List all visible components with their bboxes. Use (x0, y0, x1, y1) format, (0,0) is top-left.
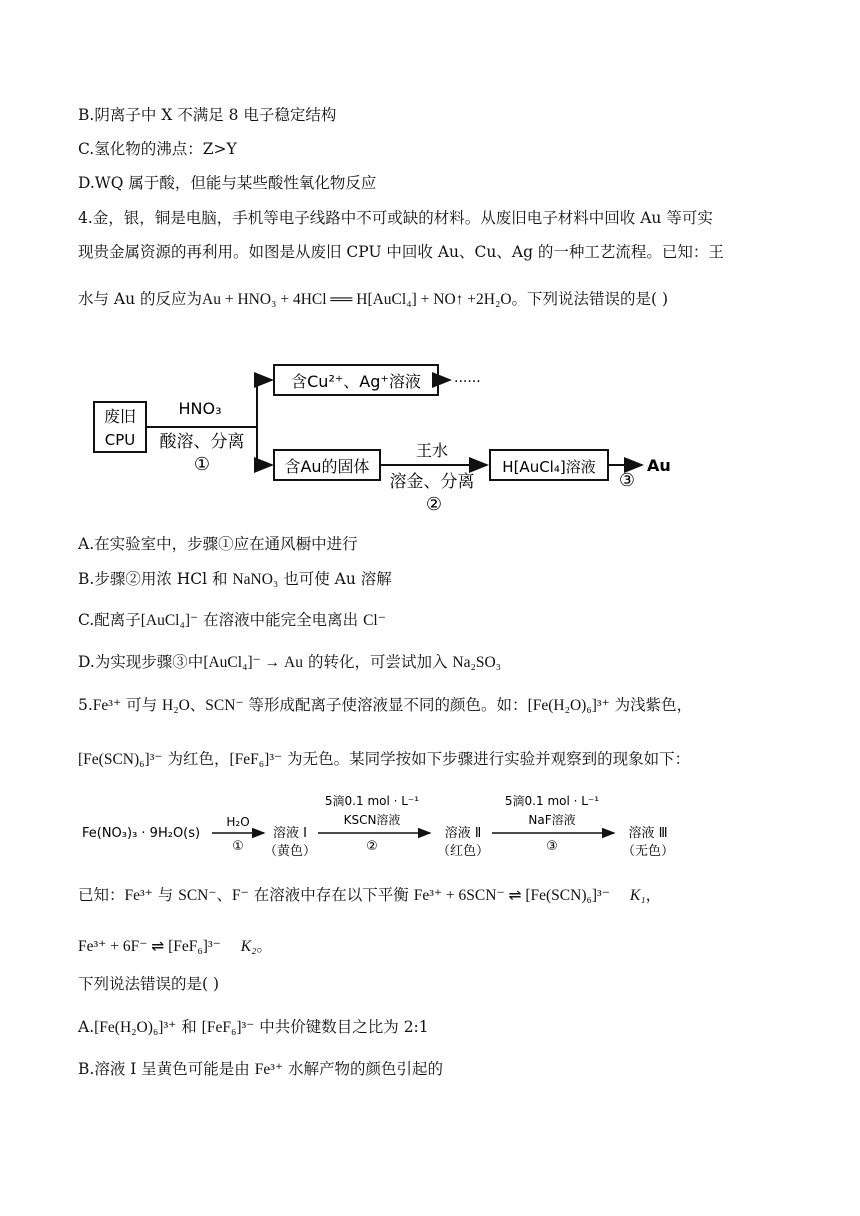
q5-known-pre: 已知： (78, 886, 125, 904)
q5-stem1-ligands: H₂O、SCN⁻ (162, 697, 244, 714)
flow5-c2: （红色） (436, 844, 490, 859)
flow5-n1: ① (232, 839, 244, 854)
q3-option-d: D.WQ 属于酸，但能与某些酸性氧化物反应 (78, 174, 377, 192)
flow5-s1: 溶液 Ⅰ (273, 826, 307, 841)
q5-stem-line2 (78, 748, 690, 771)
q3-option-c: C.氢化物的沸点：Z>Y (78, 140, 237, 158)
flow-step1-number: ① (193, 454, 211, 475)
q4-optd-ion: [AuCl₄]⁻ → Au (203, 654, 304, 671)
q4-stem-line1: 4.金，银，铜是电脑，手机等电子线路中不可或缺的材料。从废旧电子材料中回收 Au 等可实 (78, 209, 713, 227)
q4-optc-pre: C.配离子 (78, 611, 141, 629)
q4-optb-post: 也可使 Au 溶解 (278, 570, 392, 588)
flow5-r2b: KSCN溶液 (343, 813, 401, 827)
q4-optb-pre: B.步骤②用浓 HCl 和 (78, 570, 233, 588)
flow-lower-box-text: 含Au的固体 (284, 457, 370, 476)
q5-stem1-b: 可与 (121, 696, 162, 714)
flow-right-box-text: H[AuCl₄]溶液 (502, 458, 596, 476)
q5-optb-post: 水解产物的颜色引起的 (283, 1060, 444, 1078)
q5-k1: K₁ (629, 887, 646, 904)
q5-optb-fe: Fe³⁺ (254, 1061, 284, 1078)
q5-opta-post: 中共价键数目之比为 2:1 (254, 1018, 429, 1036)
flow5-r2a: 5滴0.1 mol · L⁻¹ (324, 794, 420, 808)
q5-option-b (78, 1058, 443, 1081)
flow-reagent-2: 王水 (415, 441, 449, 460)
q4-stem3-post: 。下列说法错误的是( ) (511, 290, 669, 308)
flow5-n3: ③ (546, 839, 558, 854)
flow5-c3: （无色） (621, 844, 675, 859)
q5-stem2-ion2: [FeF₆]³⁻ (229, 751, 283, 768)
q4-stem3-pre: 水与 Au 的反应为 (78, 290, 203, 308)
flow5-start: Fe(NO₃)₃ · 9H₂O(s) (82, 826, 201, 841)
q4-optc-cl: Cl⁻ (363, 612, 386, 629)
q5-option-a (78, 1016, 429, 1039)
q5-opta-and: 和 (176, 1018, 202, 1036)
q4-optb-chem: NaNO₃ (232, 571, 279, 588)
flow-start-line1: 废旧 (103, 407, 137, 426)
flow5-c1: （黄色） (263, 844, 317, 859)
q5-opta-pre: A. (78, 1018, 95, 1036)
flow5-r3a: 5滴0.1 mol · L⁻¹ (504, 794, 600, 808)
q5-known-b: 与 (152, 886, 179, 904)
flow5-r3b: NaF溶液 (528, 813, 576, 827)
q5-stem1-d: 为浅紫色， (609, 696, 693, 714)
q5-known-ions: SCN⁻、F⁻ (178, 887, 249, 904)
q5-opta-ion1: [Fe(H₂O)₆]³⁺ (94, 1019, 177, 1036)
flow5-s3: 溶液 Ⅲ (628, 826, 668, 841)
q5-stem2-ion1: [Fe(SCN)₆]³⁻ (78, 751, 163, 768)
flow5-n2: ② (366, 839, 378, 854)
q4-process-flow-diagram (82, 350, 702, 520)
q4-optd-mid: 的转化，可尝试加入 (303, 653, 453, 671)
q5-stem2-b: 为无色。某同学按如下步骤进行实验并观察到的现象如下： (282, 750, 691, 768)
flow-reagent-1: HNO₃ (178, 399, 222, 418)
flow-step2-label: 溶金、分离 (389, 472, 475, 492)
q5-stem1-c: 等形成配离子使溶液显不同的颜色。如： (243, 696, 528, 714)
q3-option-b: B.阴离子中 X 不满足 8 电子稳定结构 (78, 106, 337, 124)
q4-option-d (78, 651, 501, 674)
flow5-s2: 溶液 Ⅱ (444, 826, 482, 841)
flow-step1-label: 酸溶、分离 (159, 432, 245, 452)
flow-product: Au (647, 456, 671, 475)
q5-known-line (78, 884, 661, 907)
flow-step2-number: ② (425, 494, 443, 515)
q4-stem-line3 (78, 288, 668, 311)
q4-option-c (78, 609, 386, 632)
q4-optd-pre: D.为实现步骤③中 (78, 653, 204, 671)
q5-equilibrium-2-line (78, 935, 272, 958)
q5-stem2-a: 为红色， (162, 750, 230, 768)
q5-optb-pre: B.溶液 I 呈黄色可能是由 (78, 1060, 255, 1078)
q5-question: 下列说法错误的是( ) (78, 975, 220, 993)
q5-known-c: 在溶液中存在以下平衡 (248, 886, 414, 904)
q4-optd-chem: Na₂SO₃ (452, 654, 502, 671)
q5-equilibrium-2: Fe³⁺ + 6F⁻ ⇌ [FeF₆]³⁻ (78, 938, 221, 955)
q5-stem-line1 (78, 694, 692, 717)
q5-experiment-flow-diagram (78, 790, 698, 870)
q5-k2: K₂ (240, 938, 257, 955)
q4-optc-ion: [AuCl₄]⁻ (140, 612, 199, 629)
q4-option-a: A.在实验室中，步骤①应在通风橱中进行 (78, 535, 358, 553)
q5-eq1-end: ， (645, 886, 662, 904)
q5-stem1-ion: [Fe(H₂O)₆]³⁺ (527, 697, 610, 714)
q5-known-fe: Fe³⁺ (124, 887, 153, 904)
flow-upper-tail: ······ (454, 374, 481, 390)
q4-reaction-equation: Au + HNO₃ + 4HCl ══ H[AuCl₄] + NO↑ +2H₂O (202, 291, 512, 308)
flow5-r1: H₂O (226, 815, 250, 829)
flow-start-line2: CPU (104, 431, 136, 449)
flow-upper-box-text: 含Cu²⁺、Ag⁺溶液 (291, 372, 421, 391)
q4-option-b (78, 568, 392, 591)
q4-optc-mid: 在溶液中能完全电离出 (198, 611, 364, 629)
q5-stem1-fe: Fe³⁺ (92, 697, 122, 714)
q5-opta-ion2: [FeF₆]³⁻ (201, 1019, 255, 1036)
q5-eq2-end: 。 (256, 937, 273, 955)
q4-stem-line2: 现贵金属资源的再利用。如图是从废旧 CPU 中回收 Au、Cu、Ag 的一种工艺流程。已知：王 (78, 243, 724, 261)
q5-stem1-a: 5. (78, 696, 93, 714)
q5-equilibrium-1: Fe³⁺ + 6SCN⁻ ⇌ [Fe(SCN)₆]³⁻ (413, 887, 610, 904)
flow-step3-number: ③ (618, 470, 636, 491)
